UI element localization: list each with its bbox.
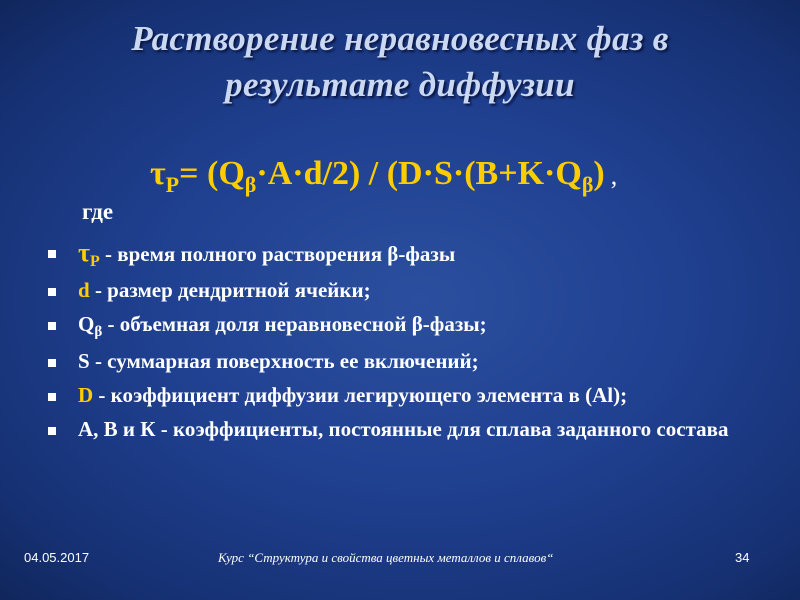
page-number: 34 (735, 550, 750, 565)
formula (150, 154, 617, 197)
bullet-square-icon (48, 359, 56, 367)
slide-title (60, 16, 740, 108)
formula-part-2: ·A·d/2) / (D·S·(B+K·Q (256, 155, 582, 192)
definition-text: - суммарная поверхность ее включений; (89, 349, 479, 373)
formula-where-label: где (82, 199, 114, 224)
definition-symbol: τP (78, 238, 100, 270)
definition-text: - размер дендритной ячейки; (89, 278, 371, 302)
definition-symbol: $Q_\beta$ (78, 312, 103, 340)
definition-item-d-coef (44, 383, 744, 408)
bullet-square-icon (48, 427, 56, 435)
formula-beta-2: β (581, 172, 594, 197)
definition-item-d (44, 278, 744, 303)
definition-list (44, 240, 744, 451)
bullet-square-icon (48, 322, 56, 330)
definition-item-q (44, 312, 744, 340)
definition-symbol: S (78, 349, 90, 373)
bullet-square-icon (48, 250, 56, 258)
bullet-square-icon (48, 288, 56, 296)
bullet-square-icon (48, 393, 56, 401)
formula-tau-sub: P (165, 172, 180, 197)
formula-part-3: ) (593, 155, 605, 192)
definition-item-s (44, 349, 744, 374)
definition-item-abk (44, 417, 744, 442)
definition-text: - объемная доля неравновесной β-фазы; (102, 312, 487, 336)
footer-course: Курс “Структура и свойства цветных металлов и сплавов“ (218, 550, 554, 565)
definition-symbol: D (78, 383, 94, 407)
formula-comma: , (610, 161, 618, 190)
definition-text: - коэффициент диффузии легирующего элемента в (Al); (93, 383, 628, 407)
footer-date: 04.05.2017 (24, 550, 90, 565)
definition-text: - коэффициенты, постоянные для сплава заданного состава (155, 417, 729, 441)
title-line-2: результате диффузии (225, 65, 575, 104)
title-line-1: Растворение неравновесных фаз в (131, 19, 669, 58)
definition-symbol: А, В и К (78, 417, 156, 441)
definition-text: - время полного растворения β-фазы (99, 242, 456, 266)
formula-beta-1: β (244, 172, 257, 197)
definition-item-tau (44, 240, 744, 269)
definition-symbol: d (78, 278, 90, 302)
formula-tau: τ (150, 155, 166, 192)
formula-part-1: = (Q (179, 155, 245, 192)
